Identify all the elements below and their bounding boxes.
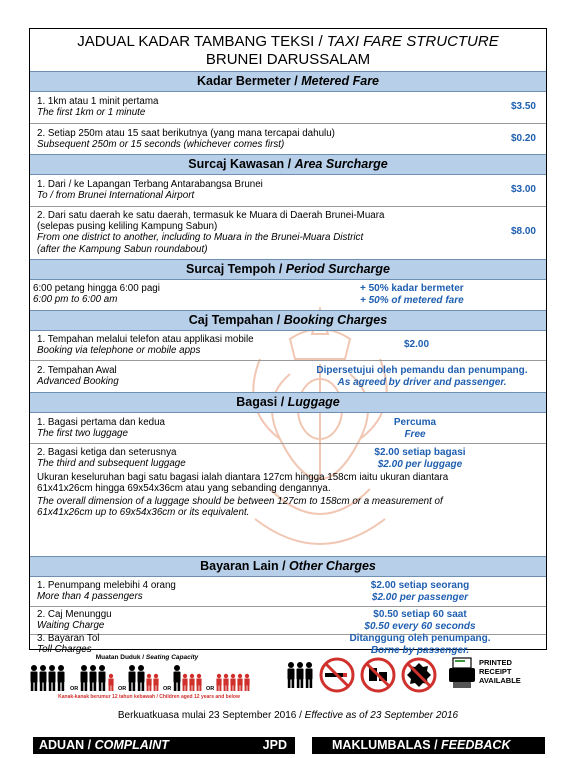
charge-value-en: Borne by passenger. xyxy=(370,644,470,656)
seating-and-rules-icons xyxy=(29,652,547,702)
or-label: OR xyxy=(163,686,172,692)
or-label: OR xyxy=(118,686,127,692)
section-luggage xyxy=(30,392,546,413)
section-area-surcharge xyxy=(30,154,546,175)
charge-value-ms: Dipersetujui oleh pemandu dan penumpang. xyxy=(316,365,528,376)
luggage-value-ms: $2.00 setiap bagasi xyxy=(374,447,466,458)
section-label-ms: Bagasi / xyxy=(236,395,285,409)
item-label-ms: 1. Tempahan melalui telefon atau applikasi mobile xyxy=(37,334,254,345)
feedback-label-ms: MAKLUMBALAS / xyxy=(332,738,438,752)
receipt-printer-icon xyxy=(449,658,475,688)
area-row-2 xyxy=(30,207,546,259)
page-title xyxy=(30,33,546,69)
item-label-ms: 2. Setiap 250m atau 15 saat berikutnya (yang mana tercapai dahulu) xyxy=(37,128,335,139)
section-label-en: Booking Charges xyxy=(283,313,388,327)
section-label-ms: Surcaj Tempoh / xyxy=(185,262,283,276)
item-label-ms: 6:00 petang hingga 6:00 pagi xyxy=(33,283,160,294)
receipt-line-2: RECEIPT xyxy=(479,667,512,676)
metered-row-2 xyxy=(30,124,546,153)
luggage-row-2 xyxy=(30,444,546,556)
or-label: OR xyxy=(206,686,215,692)
complaint-label-en: COMPLAINT xyxy=(94,738,169,752)
section-label-ms: Caj Tempahan / xyxy=(188,313,281,327)
seating-group-4-icon xyxy=(174,665,202,691)
item-label-en: Advanced Booking xyxy=(37,376,119,388)
no-durian-icon xyxy=(403,659,435,691)
charge-value-ms: Ditanggung oleh penumpang. xyxy=(349,633,491,644)
charge-value: $2.00 xyxy=(404,339,430,350)
item-label-en: 6:00 pm to 6:00 am xyxy=(33,294,118,306)
section-metered-fare xyxy=(30,71,546,92)
item-label-ms: 1. 1km atau 1 minit pertama xyxy=(37,96,159,107)
fare-table-frame xyxy=(29,28,547,656)
area-row-1 xyxy=(30,175,546,207)
surcharge-value-ms: + 50% kadar bermeter xyxy=(360,283,464,294)
section-label-ms: Kadar Bermeter / xyxy=(196,74,298,88)
or-label: OR xyxy=(70,686,79,692)
charge-value-en: As agreed by driver and passenger. xyxy=(337,376,507,388)
charge-value-en: $0.50 every 60 seconds xyxy=(364,620,476,632)
title-english: TAXI FARE STRUCTURE xyxy=(326,33,499,50)
effective-en: Effective as of 23 September 2016 xyxy=(304,710,459,721)
complaint-label-ms: ADUAN / xyxy=(39,738,92,752)
section-other-charges xyxy=(30,556,546,577)
complaint-bar xyxy=(33,737,295,754)
luggage-value-ms: Percuma xyxy=(393,417,437,428)
booking-row-2 xyxy=(30,361,546,392)
seating-group-6-icon xyxy=(288,662,313,688)
price-value: $8.00 xyxy=(510,226,536,237)
item-label-en: The first 1km or 1 minute xyxy=(37,107,146,119)
seating-group-3-icon xyxy=(129,665,159,691)
section-period-surcharge xyxy=(30,259,546,280)
item-label-ms: 1. Dari / ke Lapangan Terbang Antarabangsa Brunei xyxy=(37,179,263,190)
item-label-en: To / from Brunei International Airport xyxy=(37,190,195,202)
complaint-org: JPD xyxy=(262,738,287,752)
charge-value-ms: $2.00 setiap seorang xyxy=(370,580,470,591)
item-label-en: The third and subsequent luggage xyxy=(37,458,186,470)
receipt-line-3: AVAILABLE xyxy=(479,676,521,685)
icons-row xyxy=(29,652,547,702)
section-label-ms: Bayaran Lain / xyxy=(200,559,286,573)
item-label-en: More than 4 passengers xyxy=(37,591,143,603)
item-label-en-sub: (after the Kampung Sabun roundabout) xyxy=(37,243,208,255)
item-label-en: Toll Charges xyxy=(37,644,92,656)
effective-ms: Berkuatkuasa mulai 23 September 2016 / xyxy=(117,710,302,721)
seating-group-5-icon xyxy=(216,674,249,691)
title-malay: JADUAL KADAR TAMBANG TEKSI / xyxy=(77,33,323,50)
luggage-row-1 xyxy=(30,413,546,444)
item-label-en: The first two luggage xyxy=(37,428,128,440)
luggage-note-ms: Ukuran keseluruhan bagi satu bagasi ialah diantara 127cm hingga 158cm iaitu ukuran diantara 61x41x26cm hingga 69x54x36cm atau yang sebanding dengannya. xyxy=(37,472,449,495)
item-label-en: Waiting Charge xyxy=(37,620,105,632)
other-row-1 xyxy=(30,577,546,607)
section-label-en: Other Charges xyxy=(289,559,376,573)
no-smoking-icon xyxy=(321,659,353,691)
other-row-2 xyxy=(30,607,546,635)
effective-date xyxy=(0,710,576,721)
price-value: $3.00 xyxy=(510,184,536,195)
surcharge-value-en: + 50% of metered fare xyxy=(360,294,464,306)
item-label-en: Booking via telephone or mobile apps xyxy=(37,345,201,357)
period-row xyxy=(30,280,546,310)
luggage-value-en: Free xyxy=(404,428,426,440)
item-label-ms: 2. Bagasi ketiga dan seterusnya xyxy=(37,447,177,458)
item-label-ms: 1. Bagasi pertama dan kedua xyxy=(37,417,165,428)
metered-row-1 xyxy=(30,92,546,124)
section-label-en: Metered Fare xyxy=(301,74,380,88)
item-label-ms: 2. Caj Menunggu xyxy=(37,609,112,620)
section-booking-charges xyxy=(30,310,546,331)
price-value: $0.20 xyxy=(510,133,536,144)
luggage-value-en: $2.00 per luggage xyxy=(377,458,463,470)
other-row-3 xyxy=(30,633,546,656)
no-food-drink-icon xyxy=(362,659,394,691)
luggage-note-en: The overall dimension of a luggage should be between 127cm to 158cm or a measurement of 61x41x26cm up to 69x54x36cm or its equivalent. xyxy=(37,496,443,519)
seating-group-2-icon xyxy=(81,665,114,691)
item-label-ms: 3. Bayaran Tol xyxy=(37,633,100,644)
price-value: $3.50 xyxy=(510,101,536,112)
title-country: BRUNEI DARUSSALAM xyxy=(205,51,371,68)
item-label-ms: 1. Penumpang melebihi 4 orang xyxy=(37,580,176,591)
charge-value-en: $2.00 per passenger xyxy=(371,591,469,603)
charge-value-ms: $0.50 setiap 60 saat xyxy=(373,609,467,620)
section-label-ms: Surcaj Kawasan / xyxy=(188,157,292,171)
seating-capacity-label: Muatan Duduk / Seating Capacity xyxy=(95,654,199,661)
section-label-en: Area Surcharge xyxy=(294,157,388,171)
section-label-en: Luggage xyxy=(287,395,340,409)
item-label-ms-sub: (selepas pusing keliling Kampung Sabun) xyxy=(37,221,218,233)
item-label-en: Subsequent 250m or 15 seconds (whichever comes first) xyxy=(37,139,285,151)
section-label-en: Period Surcharge xyxy=(285,262,390,276)
seating-group-1-icon xyxy=(31,665,65,691)
receipt-line-1: PRINTED xyxy=(479,658,512,667)
booking-row-1 xyxy=(30,331,546,361)
item-label-en: From one district to another, including to Muara in the Brunei-Muara District xyxy=(37,232,364,244)
item-label-ms: 2. Dari satu daerah ke satu daerah, termasuk ke Muara di Daerah Brunei-Muara xyxy=(37,210,385,221)
children-note: Kanak-kanak berumur 12 tahun kebawah / Children aged 12 years and below xyxy=(58,694,240,700)
feedback-bar xyxy=(312,737,545,754)
item-label-ms: 2. Tempahan Awal xyxy=(37,365,117,376)
feedback-label-en: FEEDBACK xyxy=(441,738,511,752)
